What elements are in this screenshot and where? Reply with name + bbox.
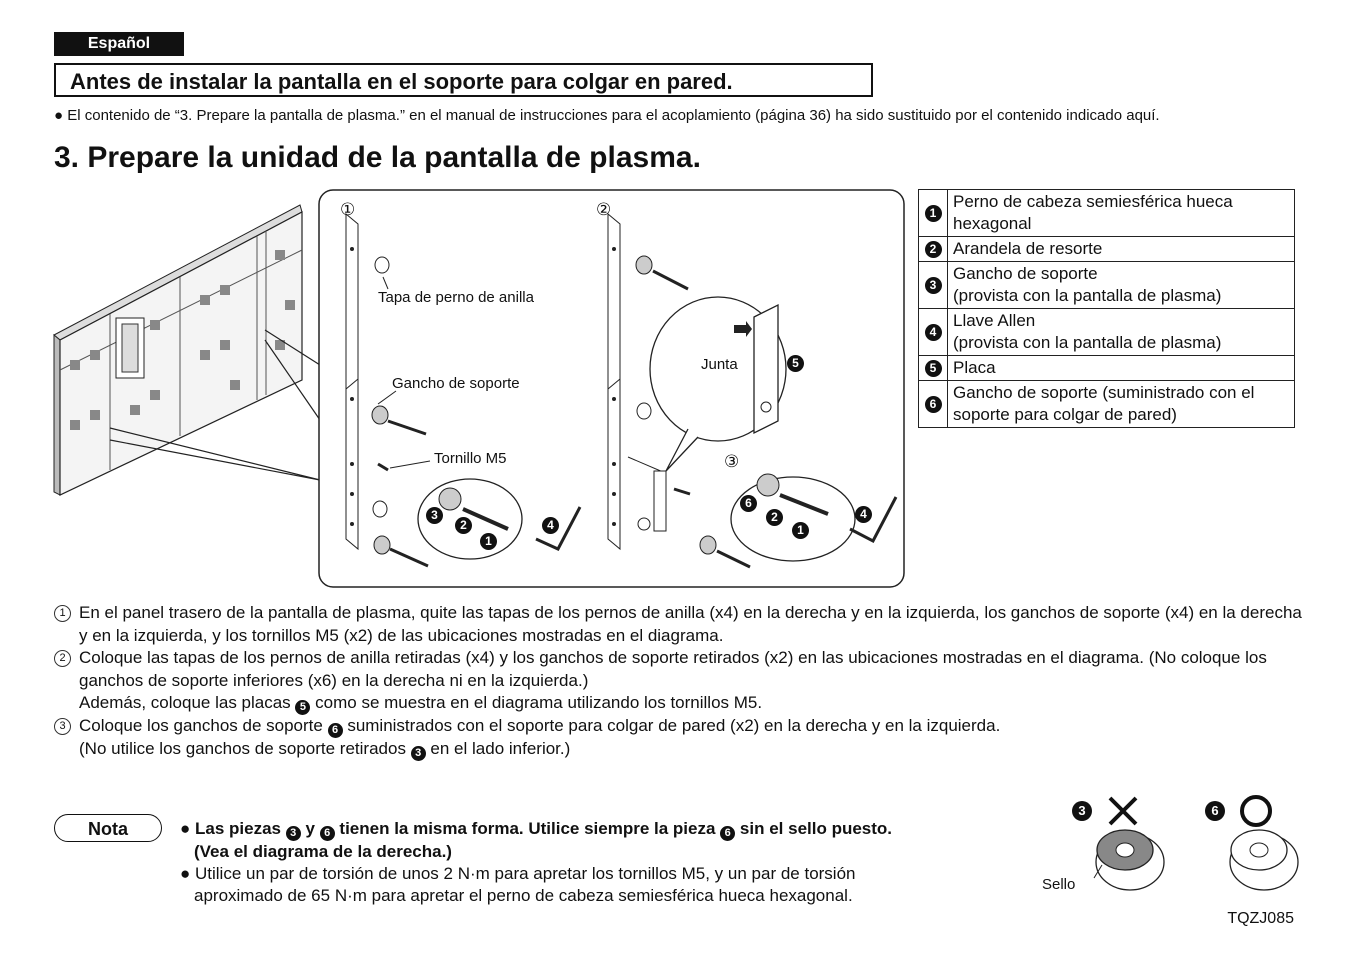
diagram-part-2-marker: 2 [455, 517, 472, 534]
part-name-cont: hexagonal [953, 214, 1032, 233]
note-text: Utilice un par de torsión de unos 2 N·m para apretar los tornillos M5, y un par de torsión [195, 864, 856, 883]
seal-label: Sello [1042, 876, 1076, 893]
step-3-text: Coloque los ganchos de soporte [79, 716, 323, 735]
step-2-extra-text-cont: como se muestra en el diagrama utilizando los tornillos M5. [315, 693, 763, 712]
note-text: tienen la misma forma. Utilice siempre la pieza [339, 819, 716, 838]
parts-row [919, 356, 1295, 381]
diagram-part-2-marker-b: 2 [766, 509, 783, 526]
note-bullet-2-cont: aproximado de 65 N·m para apretar el perno de cabeza semiesférica hueca hexagonal. [194, 886, 853, 905]
note-bullet-2: ● Utilice un par de torsión de unos 2 N·m para apretar los tornillos M5, y un par de torsión [180, 864, 856, 883]
note-text: sin el sello puesto. [739, 819, 893, 838]
part-number-badge: 6 [328, 723, 343, 738]
diagram-part-3-marker: 3 [426, 507, 443, 524]
label-support-hook: Gancho de soporte [392, 375, 520, 392]
note-text: Las piezas [195, 819, 281, 838]
part-name-cont: soporte para colgar de pared) [953, 405, 1177, 424]
diagram-part-5-marker: 5 [787, 355, 804, 372]
note-label: Nota [54, 814, 162, 842]
step-3-extra-text: (No utilice los ganchos de soporte retirados [79, 739, 406, 758]
part-number-badge: 2 [925, 241, 942, 258]
diagram-part-4-marker-b: 4 [855, 506, 872, 523]
part-name: Gancho de soporte [953, 264, 1098, 283]
seal-wrong-part-badge: 3 [1072, 801, 1092, 821]
step-1-marker: 1 [54, 605, 71, 622]
step-1-text: En el panel trasero de la pantalla de plasma, quite las tapas de los pernos de anilla (x4) en la derecha y en la izquierda, los ganchos de soporte (x4) en la derecha y en la izquierda, y los tornillos M5 (x2) de las ubicaciones mostradas en el diagrama. [79, 603, 1302, 645]
label-m5-screw: Tornillo M5 [434, 450, 507, 467]
language-tag: Español [54, 32, 184, 56]
step-2-text: Coloque las tapas de los pernos de anilla retiradas (x4) y los ganchos de soporte retirados (x2) en las ubicaciones mostradas en el diagrama. (No coloque los ganchos de soporte inferiores (x6) en la derecha ni en la izquierda.) [79, 648, 1267, 690]
parts-row [919, 262, 1295, 309]
part-name: Gancho de soporte (suministrado con el [953, 383, 1255, 402]
step-3-extra [54, 738, 1304, 761]
instruction-steps [54, 602, 1304, 761]
diagram-part-4-marker: 4 [542, 517, 559, 534]
part-number-badge: 6 [720, 826, 735, 841]
part-number-badge: 3 [411, 746, 426, 761]
step-3 [54, 715, 1304, 738]
note-text: y [305, 819, 315, 838]
parts-row [919, 237, 1295, 262]
label-gasket: Junta [701, 356, 738, 373]
parts-row [919, 381, 1295, 428]
step-2 [54, 647, 1304, 692]
intro-note: ● El contenido de “3. Prepare la pantalla de plasma.” en el manual de instrucciones para el acoplamiento (página 36) ha sido sustituido por el contenido indicado aquí. [54, 107, 1160, 124]
notice-title: Antes de instalar la pantalla en el soporte para colgar en pared. [54, 63, 873, 97]
part-number-badge: 6 [320, 826, 335, 841]
part-number-badge: 4 [925, 324, 942, 341]
part-name: Placa [953, 358, 996, 377]
step-2-extra [54, 692, 1304, 715]
diagram-part-1-marker-b: 1 [792, 522, 809, 539]
page-title: 3. Prepare la unidad de la pantalla de plasma. [54, 141, 701, 174]
step-2-extra-text: Además, coloque las placas [79, 693, 291, 712]
note-bullets [180, 818, 980, 907]
parts-row [919, 190, 1295, 237]
display-rear-illustration [50, 190, 330, 510]
step2-marker: ② [596, 200, 612, 219]
step-3-marker: 3 [54, 718, 71, 735]
part-name: Llave Allen [953, 311, 1036, 330]
step1-marker: ① [340, 200, 356, 219]
label-ring-bolt-cap: Tapa de perno de anilla [378, 289, 534, 306]
part-number-badge: 6 [925, 396, 942, 413]
part-name-cont: (provista con la pantalla de plasma) [953, 333, 1222, 352]
step3-marker: ③ [724, 452, 740, 471]
part-number-badge: 1 [925, 205, 942, 222]
part-number-badge: 5 [925, 360, 942, 377]
document-code: TQZJ085 [1227, 910, 1294, 927]
step-2-marker: 2 [54, 650, 71, 667]
part-name: Perno de cabeza semiesférica hueca [953, 192, 1233, 211]
diagram-part-6-marker: 6 [740, 495, 757, 512]
note-bullet-1-cont: (Vea el diagrama de la derecha.) [194, 842, 452, 861]
step-1 [54, 602, 1304, 647]
parts-table [918, 189, 1295, 428]
seal-right-part-badge: 6 [1205, 801, 1225, 821]
part-number-badge: 5 [295, 700, 310, 715]
part-number-badge: 3 [925, 277, 942, 294]
step-3-text-cont: suministrados con el soporte para colgar de pared (x2) en la derecha y en la izquierda. [347, 716, 1001, 735]
diagram-part-1-marker: 1 [480, 533, 497, 550]
part-number-badge: 3 [286, 826, 301, 841]
note-bullet-1: ● Las piezas 3 y 6 tienen la misma forma. Utilice siempre la pieza 6 sin el sello puesto. [180, 819, 893, 839]
part-name-cont: (provista con la pantalla de plasma) [953, 286, 1222, 305]
part-name: Arandela de resorte [953, 239, 1103, 258]
parts-row [919, 309, 1295, 356]
step-3-extra-text-cont: en el lado inferior.) [430, 739, 571, 758]
seal-comparison-illustration [1070, 790, 1310, 900]
